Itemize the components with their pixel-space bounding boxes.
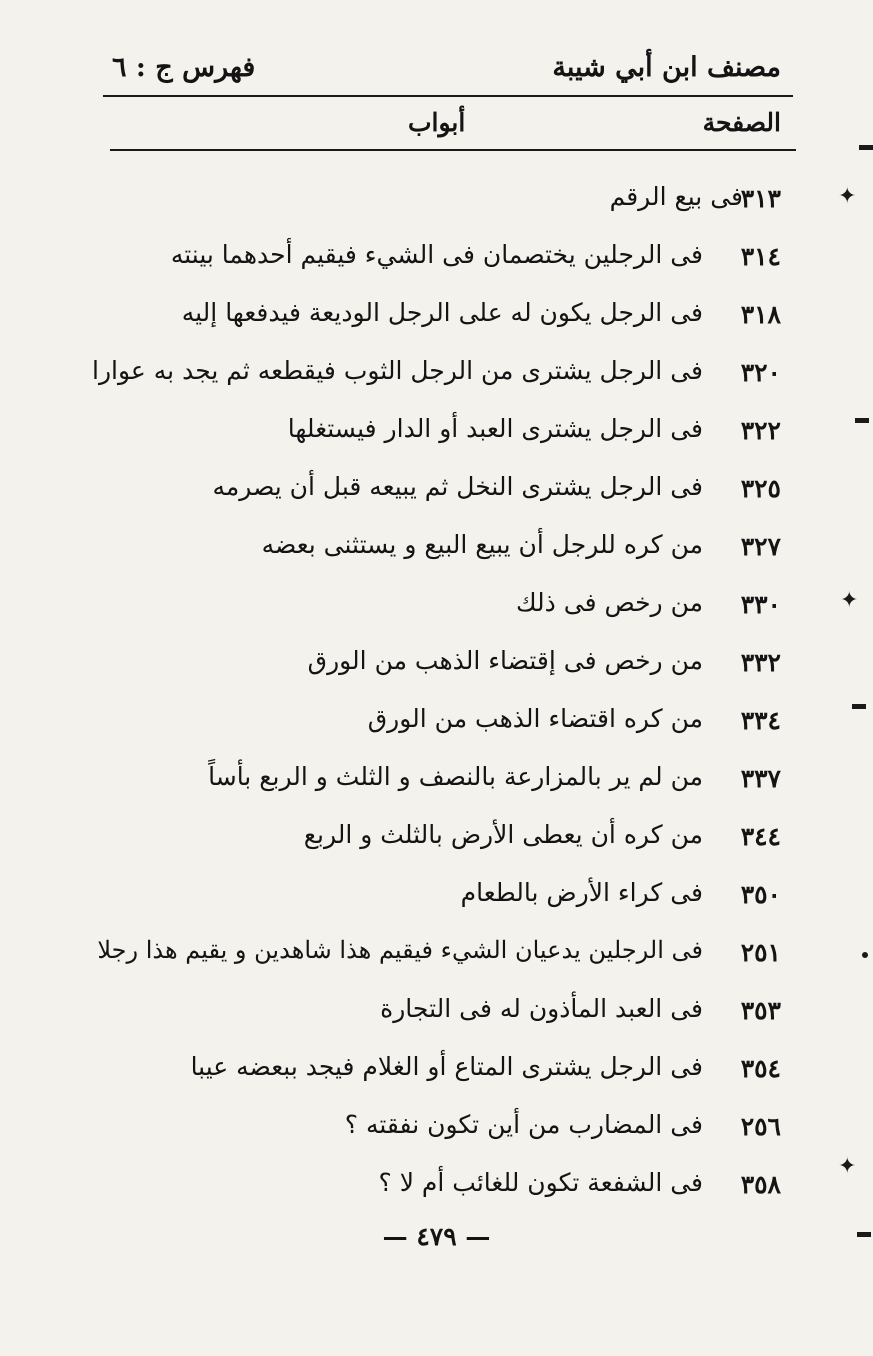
index-entry <box>0 700 873 750</box>
entry-page-number: ٣٣٠ <box>740 590 781 619</box>
index-entry <box>0 874 873 924</box>
entry-page-number: ٣٥٤ <box>740 1054 781 1083</box>
entry-title: فى الرجلين يدعيان الشيء فيقيم هذا شاهدين و يقيم هذا رجلا <box>97 936 703 964</box>
entry-page-number: ٣٣٤ <box>740 706 781 735</box>
entry-page-number: ٣٤٤ <box>740 822 781 851</box>
page-number: — ٤٧٩ — <box>382 1222 491 1251</box>
index-entry <box>0 526 873 576</box>
column-header-chapters: أبواب <box>408 108 466 137</box>
index-entry <box>0 584 873 634</box>
index-entry <box>0 352 873 402</box>
index-entry <box>0 932 873 982</box>
index-entry <box>0 410 873 460</box>
entry-title: فى كراء الأرض بالطعام <box>460 878 703 907</box>
entry-page-number: ٣٢٢ <box>740 416 781 445</box>
entry-page-number: ٣٣٧ <box>740 764 781 793</box>
entry-title: من رخص فى ذلك <box>515 588 703 617</box>
star-mark: ✦ <box>838 184 857 209</box>
entry-title: فى الرجل يكون له على الرجل الوديعة فيدفعها إليه <box>181 298 703 327</box>
entry-title: من رخص فى إقتضاء الذهب من الورق <box>307 646 703 675</box>
entry-title: فى الرجلين يختصمان فى الشيء فيقيم أحدهما بينته <box>170 240 703 269</box>
index-entry <box>0 236 873 286</box>
entry-title: فى العبد المأذون له فى التجارة <box>380 994 703 1023</box>
index-entry <box>0 816 873 866</box>
entry-page-number: ٣٣٢ <box>740 648 781 677</box>
entry-page-number: ٣٢٧ <box>740 532 781 561</box>
running-header-title: مصنف ابن أبي شيبة <box>552 52 781 83</box>
entry-page-number: ٣٥٣ <box>740 996 781 1025</box>
dash-mark <box>859 145 873 150</box>
column-header-rule <box>110 149 796 151</box>
entry-title: فى الرجل يشترى من الرجل الثوب فيقطعه ثم يجد به عوارا <box>92 356 703 385</box>
index-entry <box>0 990 873 1040</box>
entry-title: فى المضارب من أين تكون نفقته ؟ <box>344 1110 703 1139</box>
running-header-index: فهرس ج : ٦ <box>112 52 256 83</box>
entry-title: فى بيع الرقم <box>609 182 743 211</box>
entry-page-number: ٣١٨ <box>740 300 781 329</box>
dot-mark <box>862 952 868 958</box>
index-entry <box>0 1106 873 1156</box>
entry-page-number: ٣٥٠ <box>740 880 781 909</box>
index-entry <box>0 642 873 692</box>
entry-title: من كره للرجل أن يبيع البيع و يستثنى بعضه <box>261 530 703 559</box>
index-entry <box>0 468 873 518</box>
header-rule <box>103 95 793 97</box>
index-entry <box>0 1048 873 1098</box>
entry-title: فى الرجل يشترى النخل ثم يبيعه قبل أن يصرمه <box>212 472 703 501</box>
index-entry <box>0 1164 873 1214</box>
entry-page-number: ٢٥١ <box>740 938 781 967</box>
entry-page-number: ٣٢٠ <box>740 358 781 387</box>
index-entry <box>0 294 873 344</box>
entry-title: من كره اقتضاء الذهب من الورق <box>367 704 703 733</box>
entry-page-number: ٣١٤ <box>740 242 781 271</box>
star-mark: ✦ <box>838 1154 857 1179</box>
star-mark: ✦ <box>840 588 859 613</box>
entry-title: من لم ير بالمزارعة بالنصف و الثلث و الربع بأساً <box>208 762 703 791</box>
entry-title: فى الشفعة تكون للغائب أم لا ؟ <box>378 1168 703 1197</box>
entry-page-number: ٣٥٨ <box>740 1170 781 1199</box>
dash-mark <box>855 418 869 423</box>
entry-title: فى الرجل يشترى العبد أو الدار فيستغلها <box>287 414 703 443</box>
entry-page-number: ٣١٣ <box>740 184 781 213</box>
index-entry <box>0 178 873 228</box>
dash-mark <box>857 1232 871 1237</box>
entry-title: فى الرجل يشترى المتاع أو الغلام فيجد ببعضه عيبا <box>190 1052 703 1081</box>
index-entry <box>0 758 873 808</box>
entry-page-number: ٣٢٥ <box>740 474 781 503</box>
column-header-page: الصفحة <box>702 108 781 137</box>
dash-mark <box>852 704 866 709</box>
entry-title: من كره أن يعطى الأرض بالثلث و الربع <box>303 820 703 849</box>
entry-page-number: ٢٥٦ <box>740 1112 781 1141</box>
